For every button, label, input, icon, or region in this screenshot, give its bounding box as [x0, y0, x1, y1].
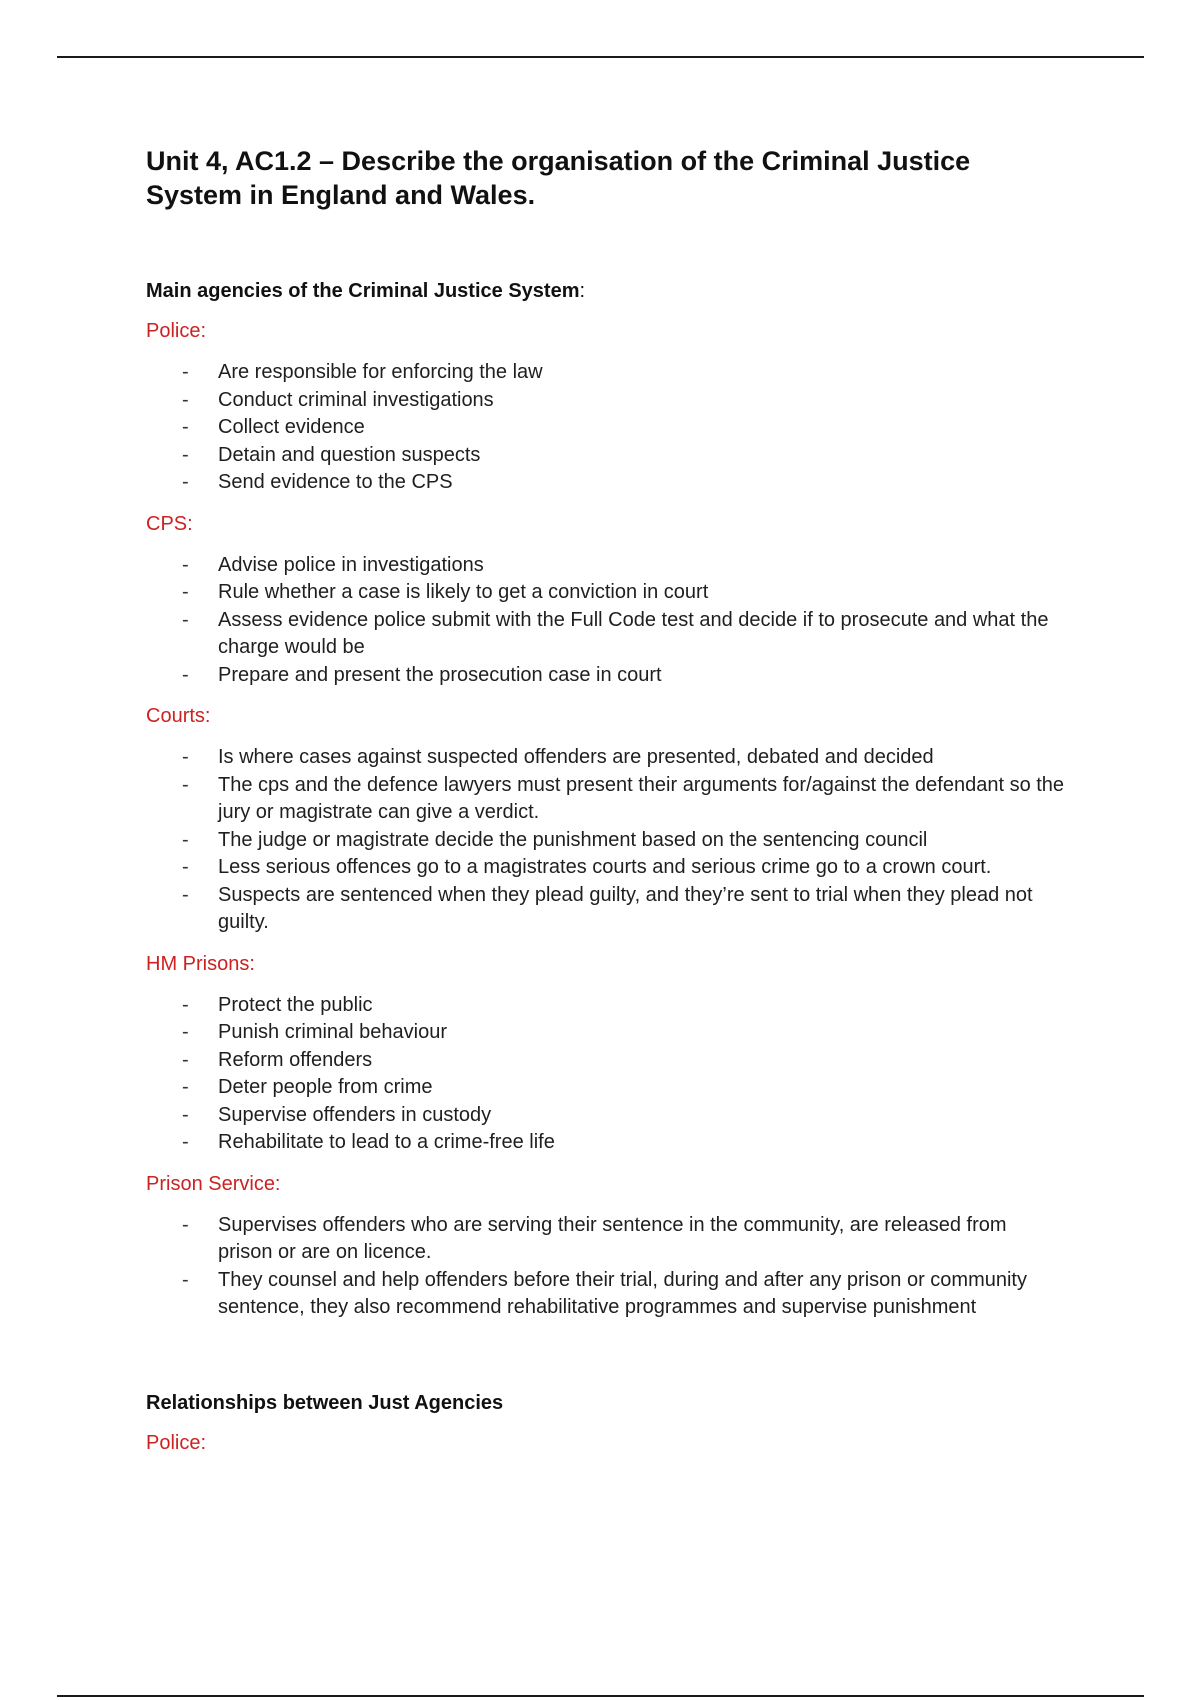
- section-heading-relationships: Relationships between Just Agencies: [146, 1391, 504, 1414]
- list-item-text: Suspects are sentenced when they plead guilty, and they’re sent to trial when they plead not guilty.: [218, 883, 1033, 933]
- list-item: [146, 1074, 1066, 1102]
- list-item-text: Prepare and present the prosecution case in court: [218, 663, 662, 686]
- bullet-dash: -: [182, 581, 189, 603]
- list-item-text: Detain and question suspects: [218, 443, 481, 466]
- list-item-text: Reform offenders: [218, 1048, 373, 1071]
- bullet-dash: -: [182, 856, 189, 878]
- list-item: [146, 387, 1066, 415]
- list-item: [146, 1102, 1066, 1130]
- list-item-text: Rehabilitate to lead to a crime-free life: [218, 1131, 555, 1153]
- agency-section: [146, 511, 1066, 690]
- list-item: [146, 414, 1066, 442]
- bullet-dash: -: [182, 471, 189, 493]
- document-title: Unit 4, AC1.2 – Describe the organisation of the Criminal Justice System in England and Wales.: [146, 146, 971, 210]
- list-item-text: The cps and the defence lawyers must present their arguments for/against the defendant so the jury or magistrate can give a verdict.: [218, 773, 1065, 823]
- list-item: [146, 992, 1066, 1020]
- agency-name: Courts:: [146, 705, 211, 727]
- bullet-list: [146, 744, 1066, 937]
- bullet-dash: -: [182, 993, 189, 1016]
- list-item-text: Deter people from crime: [218, 1076, 433, 1098]
- bullet-dash: -: [182, 1131, 189, 1153]
- bullet-dash: -: [182, 773, 189, 796]
- list-item-text: Send evidence to the CPS: [218, 471, 453, 493]
- list-item-text: Assess evidence police submit with the Full Code test and decide if to prosecute and what the charge would be: [218, 608, 1049, 658]
- list-item-text: Collect evidence: [218, 416, 365, 438]
- bullet-dash: -: [182, 608, 189, 631]
- agency-name: Police:: [146, 1431, 207, 1454]
- list-item: [146, 1129, 1066, 1157]
- list-item: [146, 469, 1066, 497]
- agency-name: Prison Service:: [146, 1172, 281, 1195]
- list-item-text: Advise police in investigations: [218, 553, 484, 576]
- list-item: [146, 552, 1066, 580]
- section-heading-text: Main agencies of the Criminal Justice System: [146, 280, 580, 302]
- bullet-dash: -: [182, 746, 189, 768]
- list-item: [146, 744, 1066, 772]
- bullet-dash: -: [182, 1048, 189, 1071]
- section-heading-colon: :: [579, 280, 586, 302]
- list-item: [146, 662, 1066, 690]
- list-item-text: Are responsible for enforcing the law: [218, 361, 543, 383]
- list-item-text: The judge or magistrate decide the punishment based on the sentencing council: [218, 828, 928, 851]
- agency-police-relationships: [146, 1430, 1066, 1456]
- list-item-text: Supervises offenders who are serving their sentence in the community, are released from prison or are on licence.: [218, 1213, 1007, 1263]
- bullet-dash: -: [182, 388, 189, 411]
- list-item: [146, 854, 1066, 882]
- agency-name: CPS:: [146, 512, 193, 535]
- bullet-list: [146, 552, 1066, 690]
- bullet-list: [146, 359, 1066, 497]
- bullet-dash: -: [182, 443, 189, 466]
- list-item: [146, 827, 1066, 855]
- agency-section: [146, 951, 1066, 1157]
- agency-list: [146, 318, 1066, 1322]
- bullet-dash: -: [182, 1076, 189, 1098]
- list-item: [146, 442, 1066, 470]
- agency-name: HM Prisons:: [146, 952, 255, 975]
- list-item: [146, 882, 1066, 937]
- bullet-dash: -: [182, 416, 189, 438]
- agency-section: [146, 1171, 1066, 1322]
- bullet-dash: -: [182, 663, 189, 686]
- list-item: [146, 359, 1066, 387]
- bullet-dash: -: [182, 828, 189, 851]
- bullet-dash: -: [182, 1103, 189, 1126]
- list-item: [146, 607, 1066, 662]
- section-heading-main-agencies: [146, 278, 1066, 304]
- list-item: [146, 1212, 1066, 1267]
- list-item: [146, 579, 1066, 607]
- agency-name: Police:: [146, 320, 207, 342]
- document-body: [146, 144, 1066, 1456]
- list-item-text: Less serious offences go to a magistrates courts and serious crime go to a crown court.: [218, 856, 992, 878]
- bullet-dash: -: [182, 883, 189, 906]
- list-item-text: Conduct criminal investigations: [218, 388, 494, 411]
- top-rule: [57, 56, 1144, 58]
- list-item: [146, 1047, 1066, 1075]
- agency-section: [146, 703, 1066, 937]
- agency-section: [146, 318, 1066, 497]
- list-item: [146, 1019, 1066, 1047]
- bullet-dash: -: [182, 553, 189, 576]
- bullet-list: [146, 992, 1066, 1157]
- bullet-dash: -: [182, 1021, 189, 1043]
- list-item-text: Supervise offenders in custody: [218, 1103, 492, 1126]
- bullet-dash: -: [182, 1213, 189, 1236]
- list-item-text: Rule whether a case is likely to get a conviction in court: [218, 581, 709, 603]
- list-item-text: Protect the public: [218, 993, 373, 1016]
- list-item: [146, 772, 1066, 827]
- list-item-text: They counsel and help offenders before their trial, during and after any prison or community sentence, they also recommend rehabilitative programmes and supervise punishment: [218, 1268, 1027, 1318]
- bullet-dash: -: [182, 361, 189, 383]
- list-item: [146, 1267, 1066, 1322]
- bullet-list: [146, 1212, 1066, 1322]
- bullet-dash: -: [182, 1268, 189, 1291]
- list-item-text: Punish criminal behaviour: [218, 1021, 448, 1043]
- list-item-text: Is where cases against suspected offenders are presented, debated and decided: [218, 746, 934, 768]
- bottom-rule: [57, 1695, 1144, 1697]
